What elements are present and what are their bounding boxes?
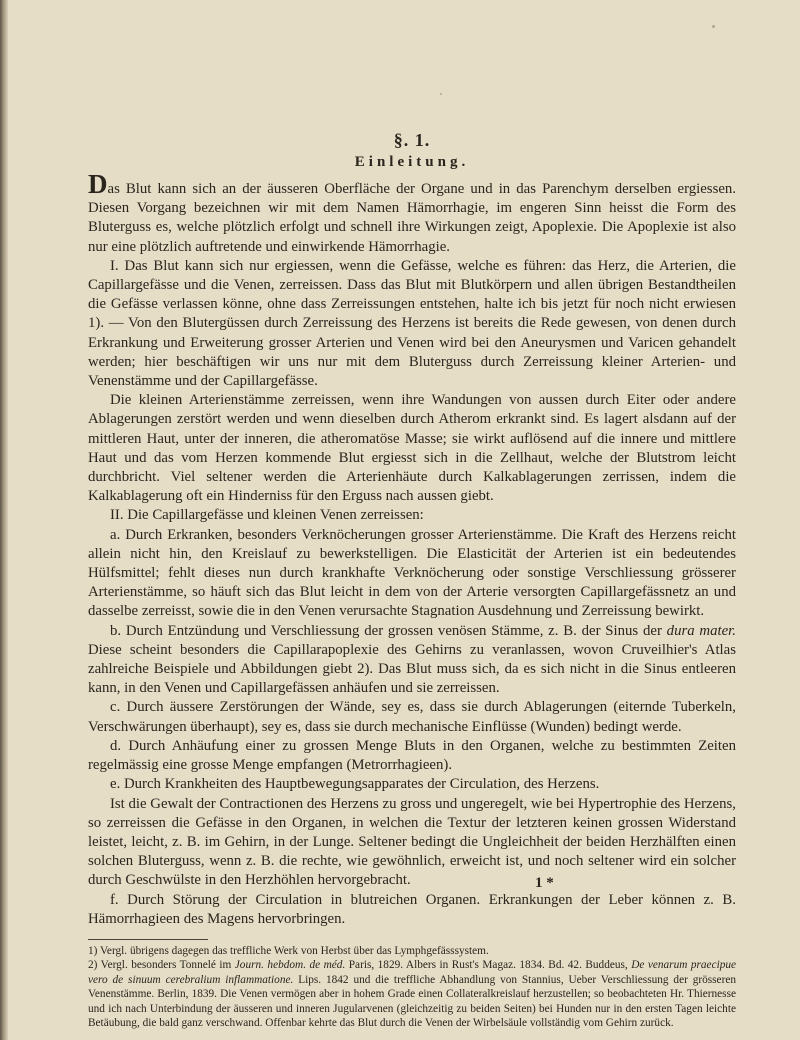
signature-mark: 1 * xyxy=(535,875,554,891)
section-heading: Einleitung. xyxy=(354,154,470,170)
paper-speck xyxy=(712,25,715,28)
page-content xyxy=(88,128,736,1031)
footnote-1: 1) Vergl. übrigens dagegen das treffliche Werk von Herbst über das Lymphgefässsystem. xyxy=(88,944,489,957)
footnotes xyxy=(88,944,736,1031)
paragraph-a: a. Durch Erkranken, besonders Verknöcherungen grosser Arterienstämme. Die Kraft des Herzens reicht allein nicht hin, den Kreislauf zu bewerkstelligen. Die Elasticität der Arterien ist ein bedeutendes Hülfsmittel; fehlt dieses nun durch krankhafte Verknöcherung oder sonstige Verschliessung grösserer Arterienstämme, so häuft sich das Blut leicht in dem von der Arterie versorgten Capillargefässnetz an und dasselbe zerreisst, sowie die in den Venen verursachte Stagnation Ausdehnung und Zerreissung bewirkt. xyxy=(88,526,736,620)
paragraph-i: I. Das Blut kann sich nur ergiessen, wenn die Gefässe, welche es führen: das Herz, die Arterien, die Capillargefässe und die Venen, zerreissen. Dass das Blut mit Blutkörpern und allen übrigen Bestandtheilen die Gefässe verlassen könne, ohne dass Zerreissungen entstehen, halte ich bis jetzt für noch nicht erwiesen 1). — Von den Blutergüssen durch Zerreissung des Herzens ist bereits die Rede gewesen, von denen durch Erkrankung und Erweiterung grosser Arterien und Venen wird bei den Aneurysmen und Varicen gehandelt werden; hier beschäftigen wir uns nur mit dem Bluterguss durch Zerreissung kleiner Arterien- und Venenstämme und der Capillargefässe. xyxy=(88,257,736,390)
paragraph-arteries: Die kleinen Arterienstämme zerreissen, wenn ihre Wandungen von aussen durch Eiter oder andere Ablagerungen zerstört werden und wenn dieselben durch Atherom erkrankt sind. Es lagert alsdann auf der mittleren Haut, unter der inneren, die atheromatöse Masse; sie wirkt auflösend auf die innere und mittlere Haut und das vom Herzen kommende Blut ergiesst sich in die Zellhaut, welche der Blutstrom leicht durchbricht. Viel seltener werden die Arterienhäute durch Kalkablagerungen zerrissen, indem die Kalkablagerung oft ein Hinderniss für den Erguss nach aussen giebt. xyxy=(88,392,736,505)
footnote-2: 2) Vergl. besonders Tonnelé im Journ. hebdom. de méd. Paris, 1829. Albers in Rust's Magaz. 1834. Bd. 42. Buddeus, De venarum praecipue vero de sinuum cerebralium inflammatione. Lips. 1842 und die treffliche Abhandlung von Stannius, Ueber Verschliessung der grösseren Venenstämme. Berlin, 1839. Die Venen vermögen aber in hohem Grade einen Collateralkreislauf herzustellen; so beobachteten Hr. Thiernesse und ich nach Unterbindung der äusseren und inneren Jugularvenen (gleichzeitig zu beiden Seiten) bei Hunden nur in den ersten Tagen leichte Betäubung, die bald ganz verschwand. Offenbar kehrte das Blut durch die Venen der Wirbelsäule vollständig vom Gehirn zurück. xyxy=(88,959,737,1030)
paragraph-f: f. Durch Störung der Circulation in blutreichen Organen. Erkrankungen der Leber können z. B. Hämorrhagieen des Magens hervorbringen. xyxy=(88,891,736,927)
section-number: §. 1. xyxy=(393,130,431,150)
paragraph-e: e. Durch Krankheiten des Hauptbewegungsapparates der Circulation, des Herzens. xyxy=(110,776,600,793)
paragraph-c: c. Durch äussere Zerstörungen der Wände, sey es, dass sie durch Ablagerungen (eiternde Tuberkeln, Verschwärungen überhaupt), sey es, dass sie durch mechanische Einflüsse (Wunden) bedingt werde. xyxy=(88,699,736,735)
drop-cap: D xyxy=(88,169,108,199)
paragraph-intro: Das Blut kann sich an der äusseren Oberfläche der Organe und in das Parenchym derselben ergiessen. Diesen Vorgang bezeichnen wir mit dem Namen Hämorrhagie, im engeren Sinn heisst die Form des Bluterguss es, welche plötzlich erfolgt und schnell ihre Wirkungen zeigt, Apoplexie. Die Apoplexie ist also nur eine plötzlich auftretende und einwirkende Hämorrhagie. xyxy=(88,169,736,255)
paragraph-d: d. Durch Anhäufung einer zu grossen Menge Bluts in den Organen, welche zu bestimmten Zeiten regelmässig eine grosse Menge empfangen (Metrorrhagieen). xyxy=(88,737,736,774)
paper-speck xyxy=(440,93,442,95)
body-text xyxy=(88,169,736,929)
paragraph-ii: II. Die Capillargefässe und kleinen Venen zerreissen: xyxy=(110,507,424,524)
paragraph-heart: Ist die Gewalt der Contractionen des Herzens zu gross und ungeregelt, wie bei Hypertrophie des Herzens, so zerreissen die Gefässe in den Organen, in welchen die Textur der letzteren keinen grossen Widerstand leistet, leicht, z. B. im Gehirn, in der Lunge. Seltener bedingt die Ungleichheit der beiden Herzhälften einen solchen Bluterguss, wenn z. B. die rechte, wie gewöhnlich, erweicht ist, und noch seltener wird ein solcher durch Geschwülste in den Herzhöhlen hervorgebracht. xyxy=(88,795,736,889)
paragraph-b: b. Durch Entzündung und Verschliessung der grossen venösen Stämme, z. B. der Sinus der dura mater. Diese scheint besonders die Capillarapoplexie des Gehirns zu veranlassen, wovon Cruveilhier's Atlas zahlreiche Beispiele und Abbildungen giebt 2). Das Blut muss sich, da es sich nicht in die Sinus entleeren kann, in den Venen und Capillargefässen anhäufen und sie zerreissen. xyxy=(88,622,736,697)
book-spine-edge xyxy=(0,0,8,1040)
footnote-rule xyxy=(88,939,208,940)
